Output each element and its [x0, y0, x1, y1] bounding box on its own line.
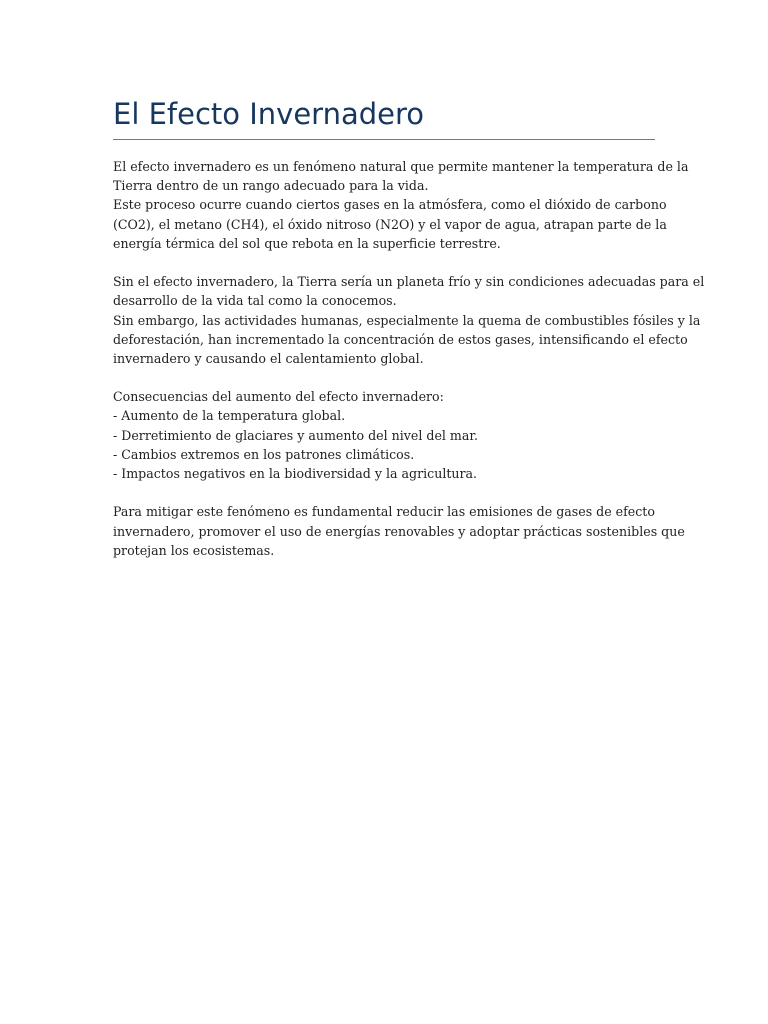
text-line: Sin embargo, las actividades humanas, especialmente la quema de combustibles fósiles y la — [113, 312, 701, 328]
text-line: deforestación, han incrementado la concentración de estos gases, intensificando el efecto — [113, 331, 688, 347]
list-item: - Derretimiento de glaciares y aumento del nivel del mar. — [113, 427, 479, 443]
text-line: Este proceso ocurre cuando ciertos gases en la atmósfera, como el dióxido de carbono — [113, 197, 667, 213]
text-line: invernadero y causando el calentamiento global. — [113, 350, 424, 366]
document-body — [113, 157, 705, 560]
text-line: Sin el efecto invernadero, la Tierra sería un planeta frío y sin condiciones adecuadas para el — [113, 274, 705, 290]
text-line: Tierra dentro de un rango adecuado para la vida. — [113, 178, 429, 194]
text-line: protejan los ecosistemas. — [113, 542, 275, 558]
text-line: (CO2), el metano (CH4), el óxido nitroso (N2O) y el vapor de agua, atrapan parte de la — [113, 216, 667, 232]
list-heading: Consecuencias del aumento del efecto invernadero: — [113, 389, 444, 405]
text-line: El efecto invernadero es un fenómeno natural que permite mantener la temperatura de la — [113, 159, 689, 174]
paragraph-intro — [113, 157, 689, 253]
list-item: - Cambios extremos en los patrones climáticos. — [113, 446, 415, 462]
page-title: El Efecto Invernadero — [113, 97, 425, 131]
list-item: - Impactos negativos en la biodiversidad y la agricultura. — [113, 466, 478, 481]
text-line: invernadero, promover el uso de energías renovables y adoptar prácticas sostenibles que — [113, 523, 685, 539]
text-line: Para mitigar este fenómeno es fundamental reducir las emisiones de gases de efecto — [113, 504, 655, 520]
text-line: energía térmica del sol que rebota en la superficie terrestre. — [113, 235, 501, 251]
paragraph-mitigation — [113, 502, 685, 560]
paragraph-spacer — [113, 253, 658, 272]
text-line: desarrollo de la vida tal como la conocemos. — [113, 293, 397, 309]
list-item: - Aumento de la temperatura global. — [113, 408, 346, 424]
paragraph-spacer — [113, 483, 658, 502]
paragraph-human-impact — [113, 272, 705, 368]
paragraph-consequences — [113, 387, 658, 483]
title-underline — [113, 139, 655, 140]
paragraph-spacer — [113, 368, 658, 387]
